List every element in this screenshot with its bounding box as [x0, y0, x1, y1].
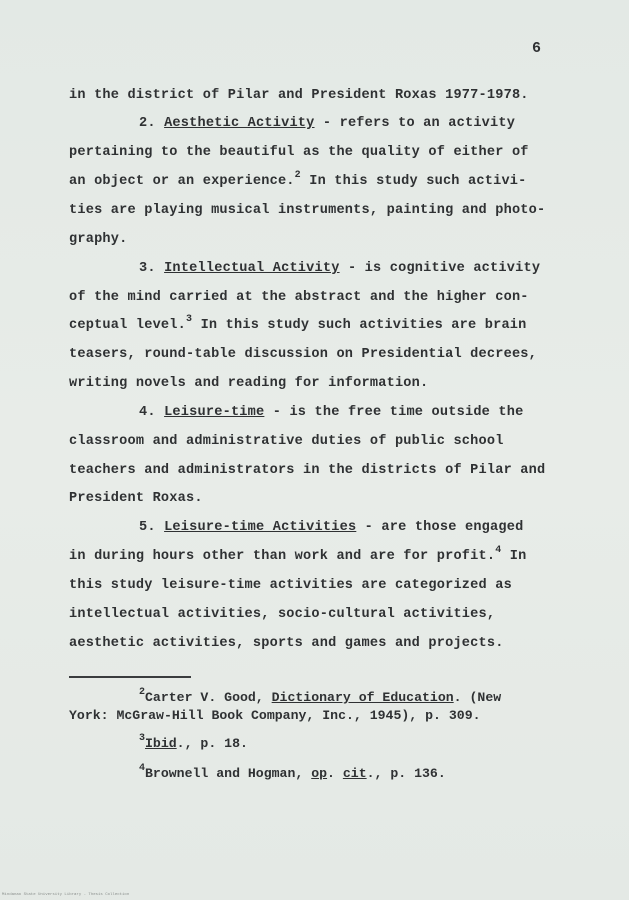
text-line: teasers, round-table discussion on Presidential decrees, — [69, 347, 538, 362]
text-span: ., p. 136. — [366, 766, 446, 781]
text-span: In this study such activities are brain — [192, 318, 527, 333]
cit-abbrev: cit — [342, 766, 367, 781]
book-title: Dictionary of Education — [271, 690, 454, 705]
text-span: - are those engaged — [356, 520, 524, 535]
term-aesthetic-activity: Aesthetic Activity — [164, 116, 315, 131]
text-span: Brownell and Hogman, — [145, 766, 312, 781]
text-span: refers to an activity — [339, 116, 516, 131]
text-span: In — [501, 549, 527, 564]
term-intellectual-activity: Intellectual Activity — [164, 261, 340, 276]
text-line: classroom and administrative duties of public school — [69, 434, 504, 449]
text-line — [69, 314, 527, 333]
text-line: ties are playing musical instruments, painting and photo- — [69, 203, 546, 218]
text-span: - is the free time outside the — [264, 405, 524, 420]
footnote-marker: 2 — [139, 687, 146, 698]
scan-watermark: Mindanao State University Library - Thesis Collection — [2, 893, 130, 897]
text-span: Carter V. Good, — [145, 690, 272, 705]
definition-number: 4. — [139, 405, 165, 420]
dash: - — [314, 116, 340, 131]
text-line — [69, 545, 527, 564]
definition-number: 3. — [139, 261, 165, 276]
footnote-4 — [139, 763, 446, 781]
op-abbrev: op — [311, 766, 328, 781]
footnote-ref-3: 3 — [186, 314, 193, 325]
term-leisure-time-activities: Leisure-time Activities — [164, 520, 357, 535]
footnote-2 — [139, 687, 502, 705]
footnote-ref-4: 4 — [495, 545, 502, 556]
text-line: of the mind carried at the abstract and the higher con- — [69, 290, 529, 305]
text-span: . (New — [453, 690, 502, 705]
definition-leisure-activities-line — [139, 520, 523, 535]
text-line: aesthetic activities, sports and games and projects. — [69, 636, 504, 651]
footnote-3 — [139, 733, 248, 751]
text-line: graphy. — [69, 232, 128, 247]
ibid-abbrev: Ibid — [145, 736, 177, 751]
text-line: in the district of Pilar and President Roxas 1977-1978. — [69, 88, 529, 103]
definition-aesthetic-line — [139, 116, 515, 131]
footnote-2-line-2: York: McGraw-Hill Book Company, Inc., 1945), p. 309. — [69, 708, 481, 723]
text-span: . — [327, 766, 343, 781]
text-line: pertaining to the beautiful as the quality of either of — [69, 145, 529, 160]
footnote-separator — [69, 676, 191, 678]
page-number: 6 — [532, 40, 542, 57]
text-span: ., p. 18. — [176, 736, 248, 751]
text-line: teachers and administrators in the districts of Pilar and — [69, 463, 546, 478]
text-line: writing novels and reading for information. — [69, 376, 429, 391]
text-span: - is cognitive activity — [339, 261, 541, 276]
text-line: this study leisure-time activities are categorized as — [69, 578, 512, 593]
definition-number: 5. — [139, 520, 165, 535]
text-span: ceptual level. — [69, 318, 187, 333]
definition-number: 2. — [139, 116, 165, 131]
text-line: intellectual activities, socio-cultural activities, — [69, 607, 496, 622]
text-span: in during hours other than work and are for profit. — [69, 549, 496, 564]
term-leisure-time: Leisure-time — [164, 405, 265, 420]
text-line: President Roxas. — [69, 491, 203, 506]
definition-intellectual-line — [139, 261, 540, 276]
text-span: In this study such activi- — [300, 174, 527, 189]
footnote-marker: 4 — [139, 763, 146, 774]
footnote-ref-2: 2 — [294, 170, 301, 181]
footnote-marker: 3 — [139, 733, 146, 744]
text-line — [69, 170, 527, 189]
text-span: an object or an experience. — [69, 174, 295, 189]
definition-leisure-time-line — [139, 405, 523, 420]
